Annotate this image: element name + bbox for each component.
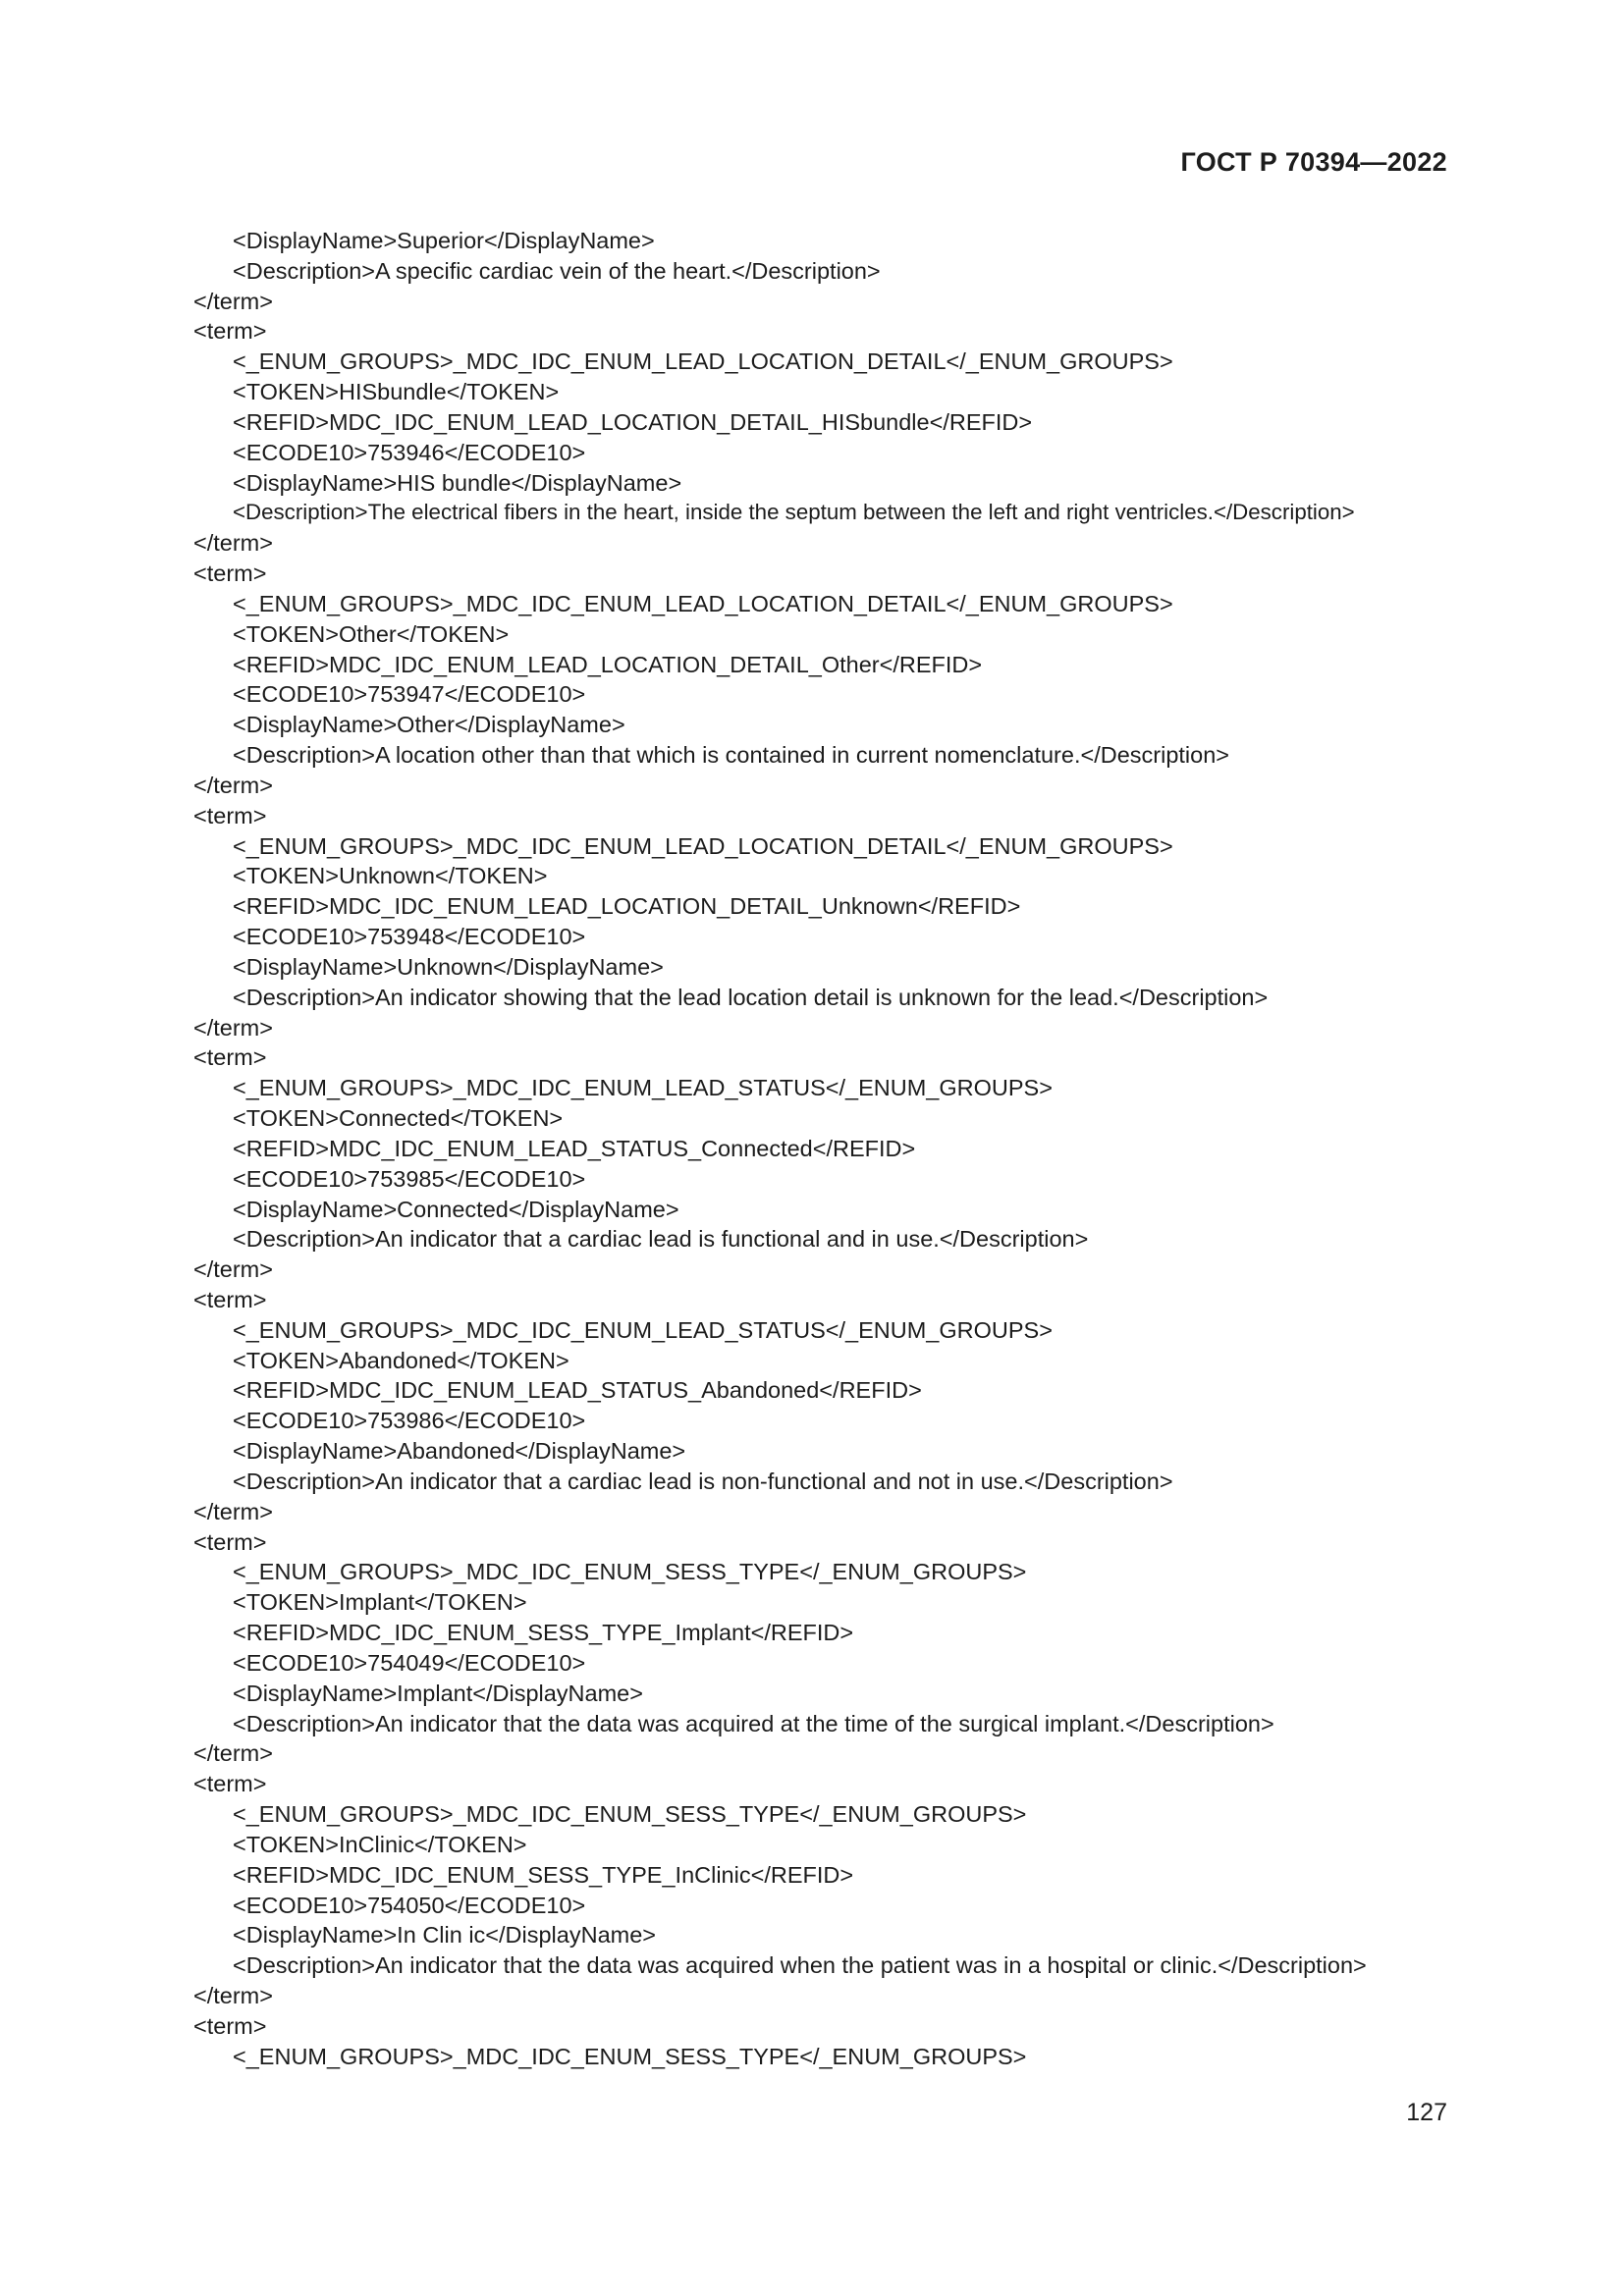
code-line: <ECODE10>753947</ECODE10> xyxy=(233,681,586,708)
code-line: <Description>A location other than that which is contained in current nomenclature.</Description> xyxy=(233,742,1229,769)
code-line: </term> xyxy=(193,1498,273,1524)
code-line: </term> xyxy=(193,1740,273,1767)
code-line: <term> xyxy=(193,318,267,345)
code-line: <TOKEN>Abandoned</TOKEN> xyxy=(233,1347,569,1373)
code-line: <_ENUM_GROUPS>_MDC_IDC_ENUM_LEAD_LOCATION_DETAIL</_ENUM_GROUPS> xyxy=(233,832,1173,859)
code-line: </term> xyxy=(193,530,273,557)
code-line: <REFID>MDC_IDC_ENUM_LEAD_LOCATION_DETAIL_HISbundle</REFID> xyxy=(233,408,1033,435)
code-line: </term> xyxy=(193,1014,273,1041)
code-line: <DisplayName>In Clin ic</DisplayName> xyxy=(233,1922,657,1949)
code-line: <ECODE10>753986</ECODE10> xyxy=(233,1408,586,1434)
code-line: <_ENUM_GROUPS>_MDC_IDC_ENUM_LEAD_STATUS</_ENUM_GROUPS> xyxy=(233,1316,1053,1343)
code-line: <DisplayName>Connected</DisplayName> xyxy=(233,1196,679,1222)
standard-header: ГОСТ Р 70394—2022 xyxy=(1180,147,1447,177)
code-line: <term> xyxy=(193,1528,267,1555)
code-line: <DisplayName>Implant</DisplayName> xyxy=(233,1680,643,1706)
code-line: <TOKEN>Implant</TOKEN> xyxy=(233,1589,527,1616)
code-line: <_ENUM_GROUPS>_MDC_IDC_ENUM_SESS_TYPE</_ENUM_GROUPS> xyxy=(233,2043,1027,2069)
code-line: <_ENUM_GROUPS>_MDC_IDC_ENUM_SESS_TYPE</_ENUM_GROUPS> xyxy=(233,1559,1027,1585)
code-line: <_ENUM_GROUPS>_MDC_IDC_ENUM_LEAD_LOCATION_DETAIL</_ENUM_GROUPS> xyxy=(233,590,1173,616)
code-line: <Description>An indicator that a cardiac lead is functional and in use.</Description> xyxy=(233,1226,1089,1253)
code-line: <DisplayName>Other</DisplayName> xyxy=(233,712,625,738)
code-line: <Description>An indicator that the data was acquired when the patient was in a hospital or clinic.</Description> xyxy=(233,1952,1367,1979)
code-line: <REFID>MDC_IDC_ENUM_LEAD_STATUS_Abandoned</REFID> xyxy=(233,1377,922,1404)
code-line: <term> xyxy=(193,1771,267,1797)
code-line: <Description>An indicator showing that the lead location detail is unknown for the lead.</Description> xyxy=(233,984,1269,1010)
code-line: <TOKEN>Unknown</TOKEN> xyxy=(233,863,548,889)
code-line: <ECODE10>754050</ECODE10> xyxy=(233,1892,586,1918)
page-number: 127 xyxy=(1406,2099,1447,2126)
code-line: <REFID>MDC_IDC_ENUM_LEAD_LOCATION_DETAIL_Unknown</REFID> xyxy=(233,893,1021,920)
code-line: <Description>A specific cardiac vein of the heart.</Description> xyxy=(233,257,881,284)
code-line: <DisplayName>Superior</DisplayName> xyxy=(233,228,655,253)
code-line: <TOKEN>Connected</TOKEN> xyxy=(233,1105,564,1132)
code-line: <DisplayName>Abandoned</DisplayName> xyxy=(233,1438,686,1465)
code-line: <term> xyxy=(193,1044,267,1071)
code-line: <TOKEN>Other</TOKEN> xyxy=(233,620,510,647)
code-line: <_ENUM_GROUPS>_MDC_IDC_ENUM_SESS_TYPE</_ENUM_GROUPS> xyxy=(233,1801,1027,1828)
code-line: <ECODE10>753985</ECODE10> xyxy=(233,1165,586,1192)
code-line: </term> xyxy=(193,772,273,798)
xml-listing xyxy=(193,226,1460,2072)
code-line: <ECODE10>753948</ECODE10> xyxy=(233,924,586,950)
code-line: <REFID>MDC_IDC_ENUM_SESS_TYPE_Implant</REFID> xyxy=(233,1620,854,1646)
code-line: <term> xyxy=(193,1286,267,1312)
code-line: <term> xyxy=(193,802,267,828)
code-line: <_ENUM_GROUPS>_MDC_IDC_ENUM_LEAD_LOCATION_DETAIL</_ENUM_GROUPS> xyxy=(233,348,1173,375)
code-line: </term> xyxy=(193,1983,273,2009)
code-line: <REFID>MDC_IDC_ENUM_LEAD_LOCATION_DETAIL_Other</REFID> xyxy=(233,651,983,677)
code-line: <ECODE10>753946</ECODE10> xyxy=(233,439,586,465)
code-line: </term> xyxy=(193,1256,273,1283)
code-line: <Description>An indicator that a cardiac lead is non-functional and not in use.</Description> xyxy=(233,1468,1173,1494)
code-line: <Description>The electrical fibers in the heart, inside the septum between the left and right ventricles.</Description> xyxy=(233,500,1355,525)
code-line: </term> xyxy=(193,288,273,314)
code-line: <REFID>MDC_IDC_ENUM_SESS_TYPE_InClinic</REFID> xyxy=(233,1861,854,1888)
code-line: <TOKEN>HISbundle</TOKEN> xyxy=(233,379,560,405)
code-line: <DisplayName>Unknown</DisplayName> xyxy=(233,953,664,980)
code-line: <ECODE10>754049</ECODE10> xyxy=(233,1649,586,1676)
code-line: <_ENUM_GROUPS>_MDC_IDC_ENUM_LEAD_STATUS</_ENUM_GROUPS> xyxy=(233,1075,1053,1101)
code-line: <TOKEN>InClinic</TOKEN> xyxy=(233,1831,527,1857)
code-line: <term> xyxy=(193,561,267,587)
code-line: <Description>An indicator that the data was acquired at the time of the surgical implant.</Description> xyxy=(233,1710,1274,1736)
code-line: <DisplayName>HIS bundle</DisplayName> xyxy=(233,469,682,496)
code-line: <REFID>MDC_IDC_ENUM_LEAD_STATUS_Connected</REFID> xyxy=(233,1135,916,1161)
code-line: <term> xyxy=(193,2012,267,2039)
